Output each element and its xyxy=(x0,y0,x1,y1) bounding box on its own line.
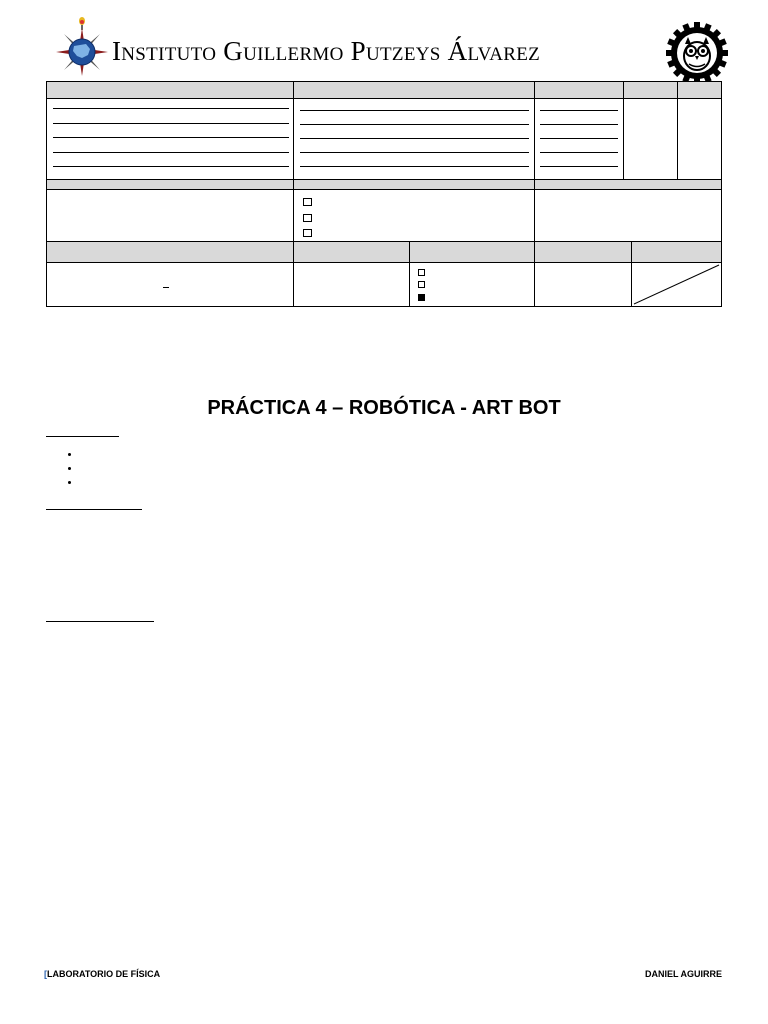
dash-mark xyxy=(163,287,169,288)
row2-header xyxy=(47,179,721,189)
checkbox-grade-3-checked[interactable] xyxy=(418,294,425,301)
checkbox-option-2[interactable] xyxy=(303,214,312,222)
guatemala-map-compass-icon xyxy=(52,14,112,80)
checkbox-option-3[interactable] xyxy=(303,229,312,237)
section-heading-underline-1 xyxy=(46,436,119,437)
practice-title: PRÁCTICA 4 – ROBÓTICA - ART BOT xyxy=(207,397,561,419)
info-form-table xyxy=(46,81,722,307)
footer-lab-name: LABORATORIO DE FÍSICA xyxy=(47,969,161,979)
page-header xyxy=(50,14,730,80)
footer-bracket: [ xyxy=(44,969,47,979)
checkbox-grade-2[interactable] xyxy=(418,281,425,288)
checkbox-option-1[interactable] xyxy=(303,198,312,206)
section-heading-underline-2 xyxy=(46,509,142,510)
row1-header xyxy=(47,82,721,98)
checkbox-grade-1[interactable] xyxy=(418,269,425,276)
school-name: Instituto Guillermo Putzeys Álvarez xyxy=(112,36,541,66)
list-bullet xyxy=(68,467,71,470)
list-bullet xyxy=(68,481,71,484)
owl-gear-emblem-icon xyxy=(664,20,730,86)
section-heading-underline-3 xyxy=(46,621,154,622)
footer-author: DANIEL AGUIRRE xyxy=(644,969,722,979)
list-bullet xyxy=(68,453,71,456)
diagonal-line xyxy=(632,263,721,306)
footer-left xyxy=(44,969,160,979)
row3-header xyxy=(47,241,721,262)
